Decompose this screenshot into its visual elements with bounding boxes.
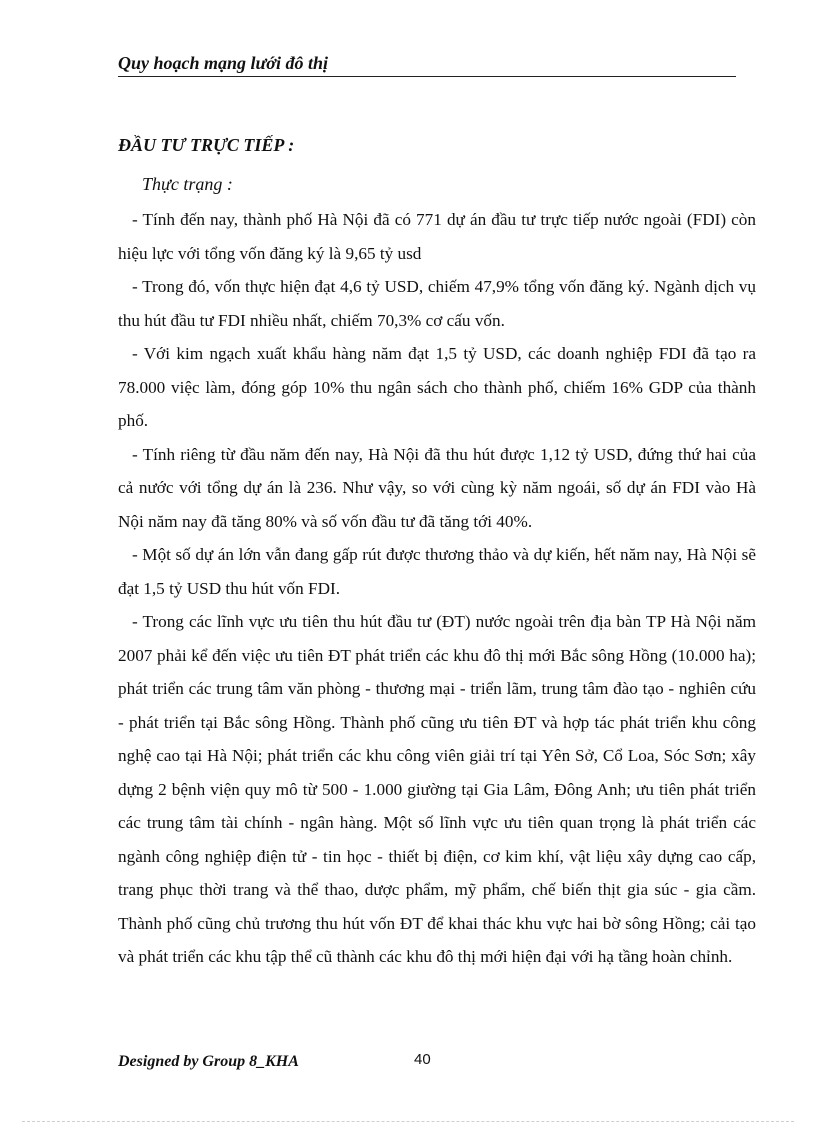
running-header	[118, 50, 736, 77]
paragraph-priority-sectors: - Trong các lĩnh vực ưu tiên thu hút đầu tư (ĐT) nước ngoài trên địa bàn TP Hà Nội năm 2007 phải kể đến việc ưu tiên ĐT phát triển các khu đô thị mới Bắc sông Hồng (10.000 ha); phát triển các trung tâm văn phòng - thương mại - triển lãm, trung tâm đào tạo - nghiên cứu - phát triển tại Bắc sông Hồng. Thành phố cũng ưu tiên ĐT và hợp tác phát triển khu công nghệ cao tại Hà Nội; phát triển các khu công viên giải trí tại Yên Sở, Cổ Loa, Sóc Sơn; xây dựng 2 bệnh viện quy mô từ 500 - 1.000 giường tại Gia Lâm, Đông Anh; ưu tiên phát triển các trung tâm tài chính - ngân hàng. Một số lĩnh vực ưu tiên quan trọng là phát triển các ngành công nghiệp điện tử - tin học - thiết bị điện, cơ kim khí, vật liệu xây dựng cao cấp, trang phục thời trang và thể thao, dược phẩm, mỹ phẩm, chế biến thịt gia súc - gia cầm. Thành phố cũng chủ trương thu hút vốn ĐT để khai thác khu vực hai bờ sông Hồng; cải tạo và phát triển các khu tập thể cũ thành các khu đô thị mới hiện đại với hạ tầng hoàn chỉnh.	[118, 612, 756, 966]
body-text	[118, 203, 756, 974]
page-bottom-edge	[22, 1121, 794, 1122]
page-number: 40	[414, 1051, 431, 1068]
paragraph-export-turnover: - Với kim ngạch xuất khẩu hàng năm đạt 1,5 tỷ USD, các doanh nghiệp FDI đã tạo ra 78.000 việc làm, đóng góp 10% thu ngân sách cho thành phố, chiếm 16% GDP của thành phố.	[118, 344, 756, 430]
paragraph-fdi-count: - Tính đến nay, thành phố Hà Nội đã có 771 dự án đầu tư trực tiếp nước ngoài (FDI) còn hiệu lực với tổng vốn đăng ký là 9,65 tỷ usd	[118, 210, 756, 263]
paragraph-large-projects: - Một số dự án lớn vẫn đang gấp rút được thương thảo và dự kiến, hết năm nay, Hà Nội sẽ đạt 1,5 tỷ USD thu hút vốn FDI.	[118, 545, 756, 598]
document-title: Quy hoạch mạng lưới đô thị	[118, 53, 328, 73]
section-heading: ĐẦU TƯ TRỰC TIẾP :	[118, 135, 295, 155]
paragraph-year-to-date: - Tính riêng từ đầu năm đến nay, Hà Nội đã thu hút được 1,12 tỷ USD, đứng thứ hai của cả nước với tổng dự án là 236. Như vậy, so với cùng kỳ năm ngoái, số dự án FDI vào Hà Nội năm nay đã tăng 80% và số vốn đầu tư đã tăng tới 40%.	[118, 444, 756, 531]
section-subheading: Thực trạng :	[142, 174, 233, 194]
footer-credit: Designed by Group 8_KHA	[118, 1053, 299, 1070]
paragraph-implemented-capital: - Trong đó, vốn thực hiện đạt 4,6 tỷ USD, chiếm 47,9% tổng vốn đăng ký. Ngành dịch vụ thu hút đầu tư FDI nhiều nhất, chiếm 70,3% cơ cấu vốn.	[118, 277, 756, 330]
